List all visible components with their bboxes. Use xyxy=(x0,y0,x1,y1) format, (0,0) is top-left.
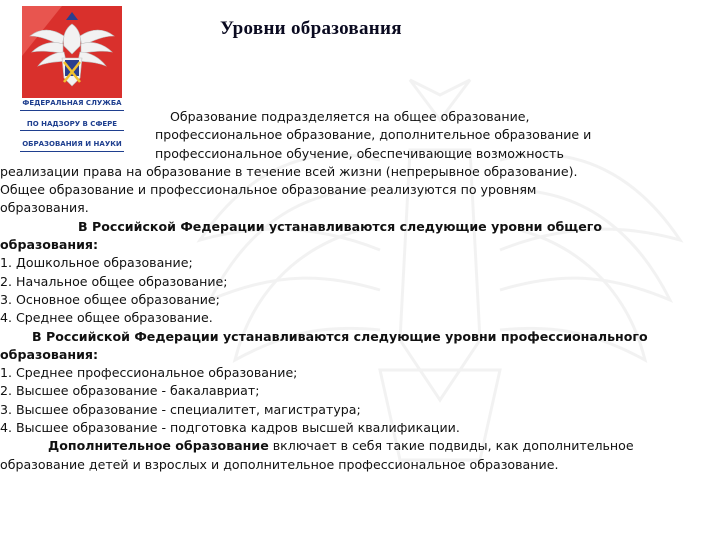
agency-line-2: ПО НАДЗОРУ В СФЕРЕ xyxy=(20,121,124,132)
paragraph-line: профессиональное образование, дополнительное образование и xyxy=(155,127,592,143)
paragraph-line: реализации права на образование в течение всей жизни (непрерывное образование). xyxy=(0,163,578,179)
paragraph-line: образование детей и взрослых и дополнительное профессиональное образование. xyxy=(0,456,559,472)
paragraph-line xyxy=(0,437,712,455)
agency-line-1: ФЕДЕРАЛЬНАЯ СЛУЖБА xyxy=(20,100,124,111)
list-item: 2. Начальное общее образование; xyxy=(0,273,228,289)
paragraph-line: Образование подразделяется на общее образование, xyxy=(170,109,530,124)
section-heading: В Российской Федерации устанавливаются следующие уровни общего xyxy=(78,218,602,234)
agency-logo xyxy=(22,6,122,98)
section-heading: образования: xyxy=(0,346,99,362)
section-heading: В Российской Федерации устанавливаются следующие уровни профессионального xyxy=(32,328,648,344)
main-text xyxy=(0,108,712,474)
additional-education-text: включает в себя такие подвиды, как дополнительное xyxy=(268,438,634,454)
page-title: Уровни образования xyxy=(220,18,402,39)
agency-line-3: ОБРАЗОВАНИЯ И НАУКИ xyxy=(20,141,124,152)
list-item: 1. Дошкольное образование; xyxy=(0,255,193,271)
section-heading: образования: xyxy=(0,237,99,253)
list-item: 4. Среднее общее образование. xyxy=(0,310,213,326)
list-item: 4. Высшее образование - подготовка кадров высшей квалификации. xyxy=(0,420,460,436)
paragraph-line: образования. xyxy=(0,200,89,216)
additional-education-term: Дополнительное образование xyxy=(48,438,269,454)
list-item: 2. Высшее образование - бакалавриат; xyxy=(0,383,260,399)
list-item: 1. Среднее профессиональное образование; xyxy=(0,365,298,381)
list-item: 3. Основное общее образование; xyxy=(0,291,220,307)
paragraph-line: Общее образование и профессиональное образование реализуются по уровням xyxy=(0,182,537,198)
list-item: 3. Высшее образование - специалитет, магистратура; xyxy=(0,401,361,417)
paragraph-line: профессиональное обучение, обеспечивающие возможность xyxy=(155,145,564,161)
